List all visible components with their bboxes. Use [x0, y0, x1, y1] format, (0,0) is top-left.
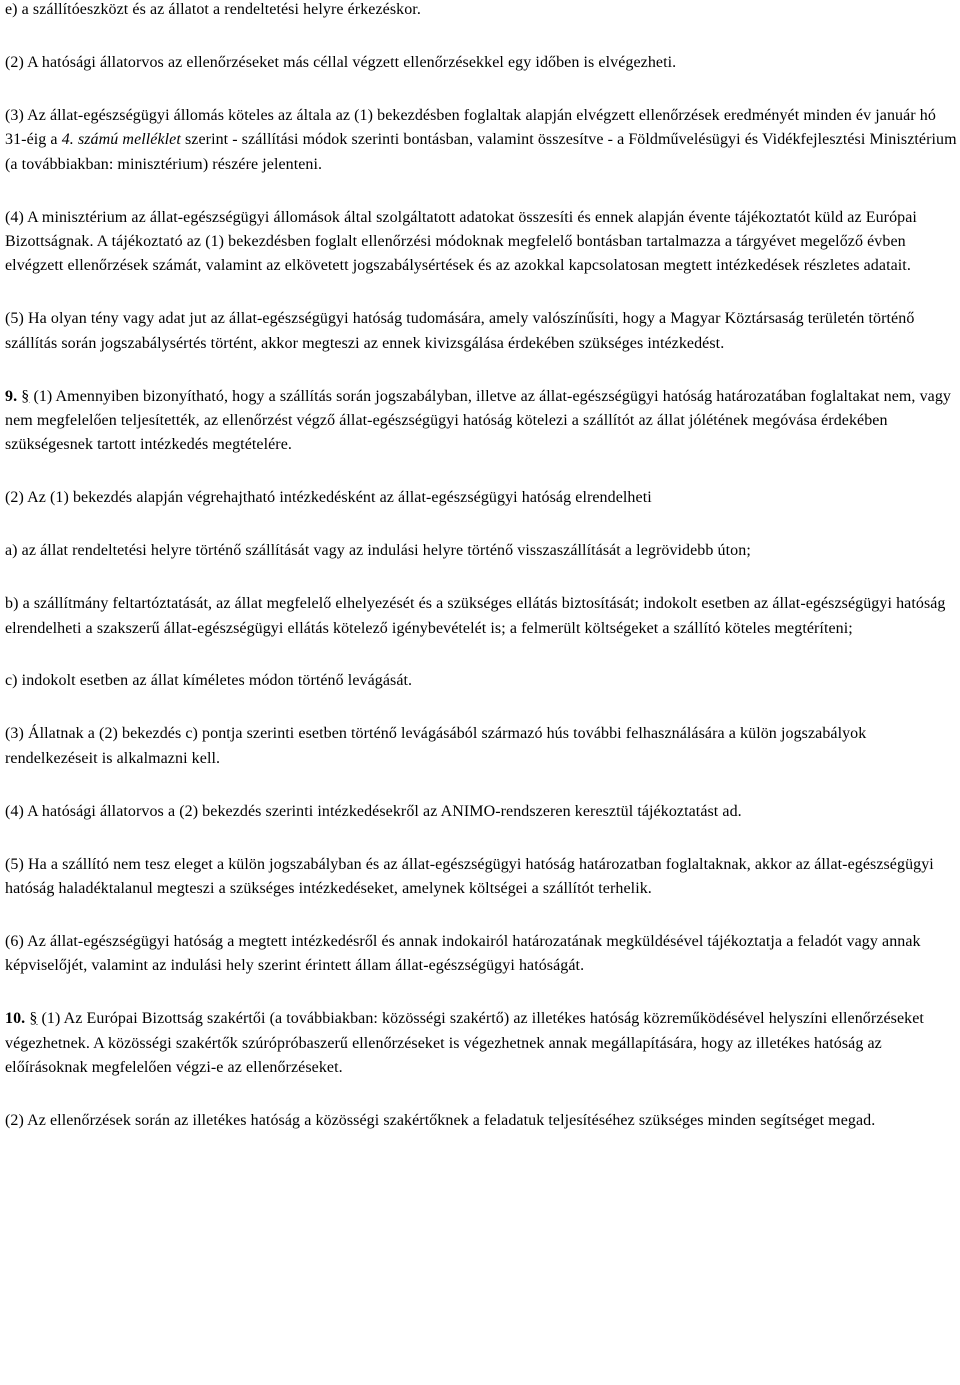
- section-9-paragraph-1: [5, 385, 958, 458]
- paragraph-text: e) a szállítóeszközt és az állatot a rendeltetési helyre érkezéskor.: [5, 1, 421, 18]
- section-number: 9.: [5, 387, 18, 405]
- paragraph-9-5: [5, 853, 958, 902]
- paragraph-text: (6) Az állat-egészségügyi hatóság a megtett intézkedésről és annak indokairól határozatának megküldésével tájékoztatja a feladót vagy annak képviselőjét, valamint az indulási hely szerint érintett állam állat-egészségügyi hatóságát.: [5, 932, 921, 975]
- paragraph-9-3: [5, 722, 958, 771]
- paragraph-text: (3) Az állat-egészségügyi állomás köteles az általa az (1) bekezdésben foglaltak alapján elvégzett ellenőrzések eredményét minden év január hó 31-éig a: [5, 106, 936, 149]
- section-10-paragraph-1: [5, 1007, 958, 1080]
- paragraph-text: a) az állat rendeltetési helyre történő szállítását vagy az indulási helyre történő visszaszállítását a legrövidebb úton;: [5, 542, 751, 560]
- section-sign: §: [29, 1010, 38, 1028]
- paragraph-text: (1) Az Európai Bizottság szakértői (a továbbiakban: közösségi szakértő) az illetékes hatóság közreműködésével helyszíni ellenőrzéseket végezhetnek. A közösségi szakértők szúrópróbaszerű ellenőrzéseket is végezhetnek annak megállapítására, hogy az illetékes hatóság az előírásoknak megfelelően végzi-e az ellenőrzéseket.: [5, 1010, 924, 1076]
- paragraph-text: (1) Amennyiben bizonyítható, hogy a szállítás során jogszabályban, illetve az állat-egészségügyi hatóság határozatában foglaltakat nem, vagy nem megfelelően teljesítették, az ellenőrzést végző állat-egészségügyi hatóság kötelezi a szállítót az állat jólétének megóvása érdekében szükségesnek tartott intézkedés megtételére.: [5, 387, 951, 454]
- paragraph-text: szerint - szállítási módok szerinti bontásban, valamint összesítve - a Földművelésügyi és Vidékfejlesztési Minisztérium (a továbbiakban: minisztérium) részére jelenteni.: [5, 131, 957, 173]
- paragraph-text: (5) Ha a szállító nem tesz eleget a külön jogszabályban és az állat-egészségügyi hatóság határozatban foglaltaknak, akkor az állat-egészségügyi hatóság haladéktalanul megteszi a szükséges intézkedéseket, amelynek költségei a szállítót terhelik.: [5, 855, 934, 897]
- paragraph-text: b) a szállítmány feltartóztatását, az állat megfelelő elhelyezését és a szükséges ellátás biztosítását; indokolt esetben az állat-egészségügyi hatóság elrendelheti a szakszerű állat-egészségügyi ellátás kötelező igénybevételét is; a felmerült költségeket a szállító köteles megtéríteni;: [5, 595, 946, 637]
- section-sign: §: [21, 387, 30, 405]
- paragraph-text: (2) Az ellenőrzések során az illetékes hatóság a közösségi szakértőknek a feladatuk teljesítéséhez szükséges minden segítséget megad.: [5, 1111, 876, 1129]
- paragraph-8-3: [5, 104, 958, 177]
- paragraph-8-2: [5, 51, 958, 75]
- paragraph-9-2-b: [5, 592, 958, 641]
- paragraph-9-2-c: [5, 669, 958, 693]
- document-body: [5, 0, 958, 1162]
- paragraph-text: (5) Ha olyan tény vagy adat jut az állat-egészségügyi hatóság tudomására, amely valószínűsíti, hogy a Magyar Köztársaság területén történő szállítás során jogszabálysértés történt, akkor megteszi az ennek kivizsgálása érdekében szükséges intézkedést.: [5, 310, 915, 352]
- paragraph-10-2: [5, 1109, 958, 1133]
- paragraph-e: [5, 0, 958, 22]
- section-number: 10.: [5, 1010, 26, 1028]
- paragraph-9-6: [5, 930, 958, 979]
- paragraph-text: (4) A minisztérium az állat-egészségügyi állomások által szolgáltatott adatokat összesíti és ennek alapján évente tájékoztatót küld az Európai Bizottságnak. A tájékoztató az (1) bekezdésben foglalt ellenőrzési módoknak megfelelő bontásban tartalmazza a tárgyévet megelőző évben elvégzett ellenőrzések számát, valamint az elkövetett jogszabálysértések és az azokkal kapcsolatosan megtett intézkedések részletes adatait.: [5, 208, 917, 275]
- paragraph-9-2: [5, 486, 958, 510]
- paragraph-text: (4) A hatósági állatorvos a (2) bekezdés szerinti intézkedésekről az ANIMO-rendszeren keresztül tájékoztatást ad.: [5, 802, 742, 820]
- paragraph-text: (2) A hatósági állatorvos az ellenőrzéseket más céllal végzett ellenőrzésekkel egy időben is elvégezheti.: [5, 53, 677, 71]
- paragraph-9-4: [5, 800, 958, 824]
- paragraph-8-5: [5, 307, 958, 356]
- annex-reference: 4. számú melléklet: [61, 131, 181, 149]
- paragraph-9-2-a: [5, 539, 958, 563]
- paragraph-text: (2) Az (1) bekezdés alapján végrehajtható intézkedésként az állat-egészségügyi hatóság elrendelheti: [5, 489, 652, 507]
- paragraph-text: c) indokolt esetben az állat kíméletes módon történő levágását.: [5, 672, 413, 690]
- paragraph-8-4: [5, 206, 958, 279]
- paragraph-text: (3) Állatnak a (2) bekezdés c) pontja szerinti esetben történő levágásából származó hús további felhasználására a külön jogszabályok rendelkezéseit is alkalmazni kell.: [5, 725, 867, 767]
